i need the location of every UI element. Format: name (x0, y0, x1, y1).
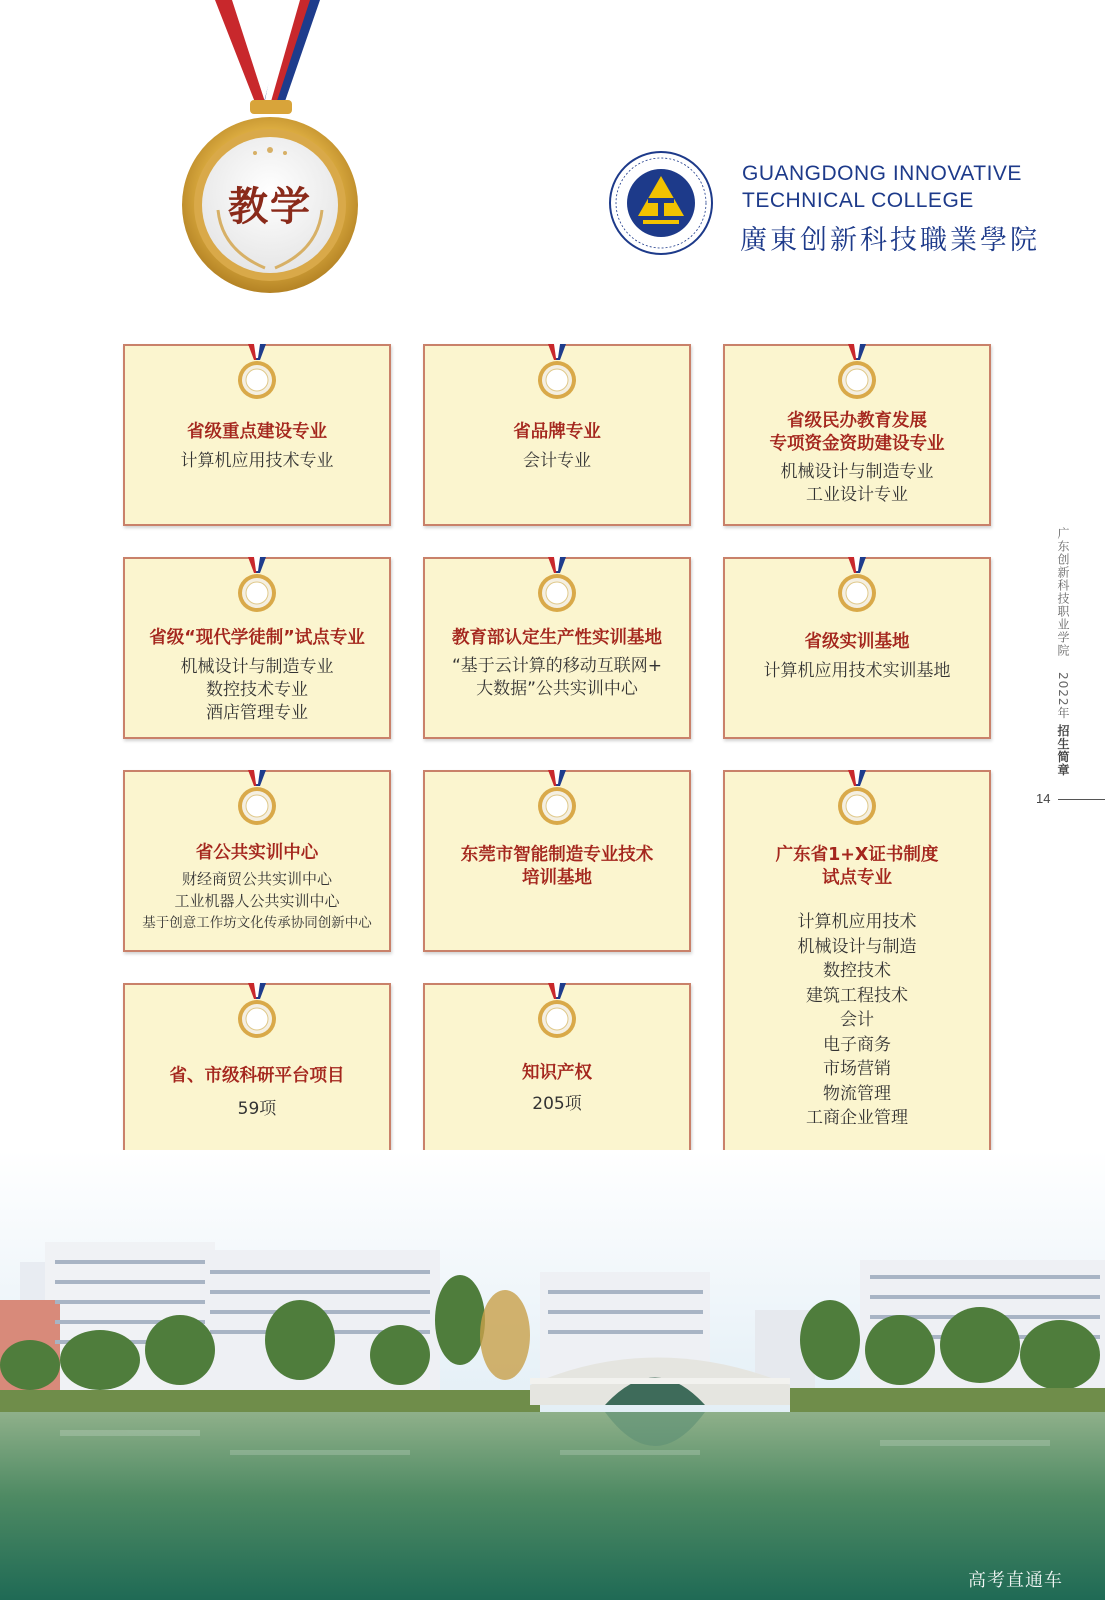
honor-card-item: 物流管理 (823, 1083, 891, 1104)
medal-icon (835, 770, 879, 828)
honor-card-item: 会计专业 (523, 451, 591, 471)
honor-card-title (125, 1065, 389, 1088)
honor-card (123, 983, 391, 1165)
watermark: 高考直通车 (968, 1570, 1063, 1591)
medal-icon (235, 344, 279, 402)
honor-card-title-line: 省级实训基地 (804, 632, 910, 652)
honor-card-title (725, 631, 989, 654)
honor-card-body (125, 450, 389, 473)
medal-icon (535, 557, 579, 615)
honor-card-title (425, 1062, 689, 1085)
page-number: 14 (1036, 791, 1051, 806)
honor-card (423, 770, 691, 952)
honor-card-title (125, 421, 389, 444)
honor-card-body (125, 656, 389, 725)
honor-card-title (725, 410, 989, 456)
honor-card-item: 酒店管理专业 (206, 703, 308, 723)
side-running-header (1058, 527, 1072, 776)
medal-icon (235, 557, 279, 615)
honor-card (423, 344, 691, 526)
medal-icon (235, 983, 279, 1041)
section-title: 教学 (228, 184, 312, 230)
honor-card-title (725, 844, 989, 890)
honor-card-title (125, 842, 389, 865)
honor-card-body (125, 868, 389, 934)
honor-card-title-line: 专项资金资助建设专业 (769, 434, 945, 454)
honor-card-body (425, 1093, 689, 1116)
honor-card-title (425, 627, 689, 650)
medal-icon (835, 344, 879, 402)
honor-card-title-line: 培训基地 (522, 868, 592, 888)
side-doc-name: 招生简章 (1056, 724, 1070, 777)
honor-card-body (725, 461, 989, 507)
honor-card-item: 机械设计与制造 (797, 936, 917, 957)
college-name-en-line1: GUANGDONG INNOVATIVE (742, 162, 1022, 185)
honor-card-title-line: 知识产权 (522, 1063, 592, 1083)
honor-card-item: “基于云计算的移动互联网+ (451, 656, 663, 676)
honor-card-title-line: 东莞市智能制造专业技术 (460, 845, 654, 865)
medal-icon (235, 770, 279, 828)
honor-card-item: 基于创意工作坊文化传承协同创新中心 (142, 915, 372, 931)
honor-card-item: 工业机器人公共实训中心 (174, 892, 340, 910)
teaching-medal (170, 0, 370, 300)
honor-card (723, 344, 991, 526)
honor-card-item: 计算机应用技术 (797, 912, 917, 932)
honor-card-item: 计算机应用技术实训基地 (763, 661, 951, 681)
honor-card-title-line: 省级重点建设专业 (187, 422, 327, 442)
honor-card-body (725, 910, 989, 1131)
honor-card (423, 983, 691, 1165)
honor-card (123, 344, 391, 526)
honor-card-title-line: 省、市级科研平台项目 (169, 1066, 345, 1086)
honor-card-title (425, 844, 689, 890)
page-number-rule (1058, 799, 1105, 800)
medal-icon (535, 344, 579, 402)
honor-card-title-line: 试点专业 (822, 868, 892, 888)
honor-card-item: 市场营销 (823, 1059, 891, 1079)
honor-card-item: 数控技术专业 (206, 680, 308, 700)
campus-photo (0, 1150, 1105, 1600)
honor-card-body (125, 1098, 389, 1121)
honor-card-item: 机械设计与制造专业 (780, 462, 934, 482)
honor-card-body (425, 655, 689, 701)
honor-card-item: 计算机应用技术专业 (180, 451, 334, 471)
honor-card (723, 557, 991, 739)
honor-card-item: 205项 (532, 1094, 582, 1114)
honor-card (123, 557, 391, 739)
side-year: 2022年 (1056, 671, 1070, 720)
college-seal-icon (608, 150, 714, 256)
honor-card (123, 770, 391, 952)
college-name-cn: 廣東创新科技職業學院 (740, 225, 1040, 256)
honor-card-body (425, 450, 689, 473)
honor-card-item: 财经商贸公共实训中心 (181, 870, 332, 888)
honor-card-item: 电子商务 (823, 1034, 891, 1055)
honor-card (423, 557, 691, 739)
honor-card-title-line: 广东省1+X证书制度 (775, 845, 939, 865)
honor-card-item: 大数据”公共实训中心 (476, 679, 638, 699)
medal-icon (535, 983, 579, 1041)
honor-card-item: 工商企业管理 (806, 1108, 908, 1128)
medal-icon (535, 770, 579, 828)
honor-card-title-line: 省品牌专业 (513, 422, 601, 442)
honor-card (723, 770, 991, 1165)
side-school-name: 广东创新科技职业学院 (1056, 527, 1070, 657)
honor-card-item: 工业设计专业 (806, 485, 908, 505)
honor-card-item: 机械设计与制造专业 (180, 657, 334, 677)
college-name-en-line2: TECHNICAL COLLEGE (742, 189, 974, 212)
honor-card-item: 会计 (840, 1010, 874, 1030)
honor-card-title-line: 省级民办教育发展 (787, 411, 927, 431)
honor-card-title-line: 省公共实训中心 (195, 843, 319, 863)
honor-card-item: 数控技术 (823, 961, 891, 981)
honor-card-item: 59项 (237, 1099, 277, 1119)
honor-card-title-line: 教育部认定生产性实训基地 (452, 628, 662, 648)
medal-icon (170, 0, 370, 300)
honor-card-title (125, 627, 389, 650)
honor-card-body (725, 660, 989, 683)
honor-card-title-line: 省级“现代学徒制”试点专业 (149, 628, 365, 648)
honor-card-title (425, 421, 689, 444)
honor-card-item: 建筑工程技术 (806, 985, 908, 1006)
medal-icon (835, 557, 879, 615)
